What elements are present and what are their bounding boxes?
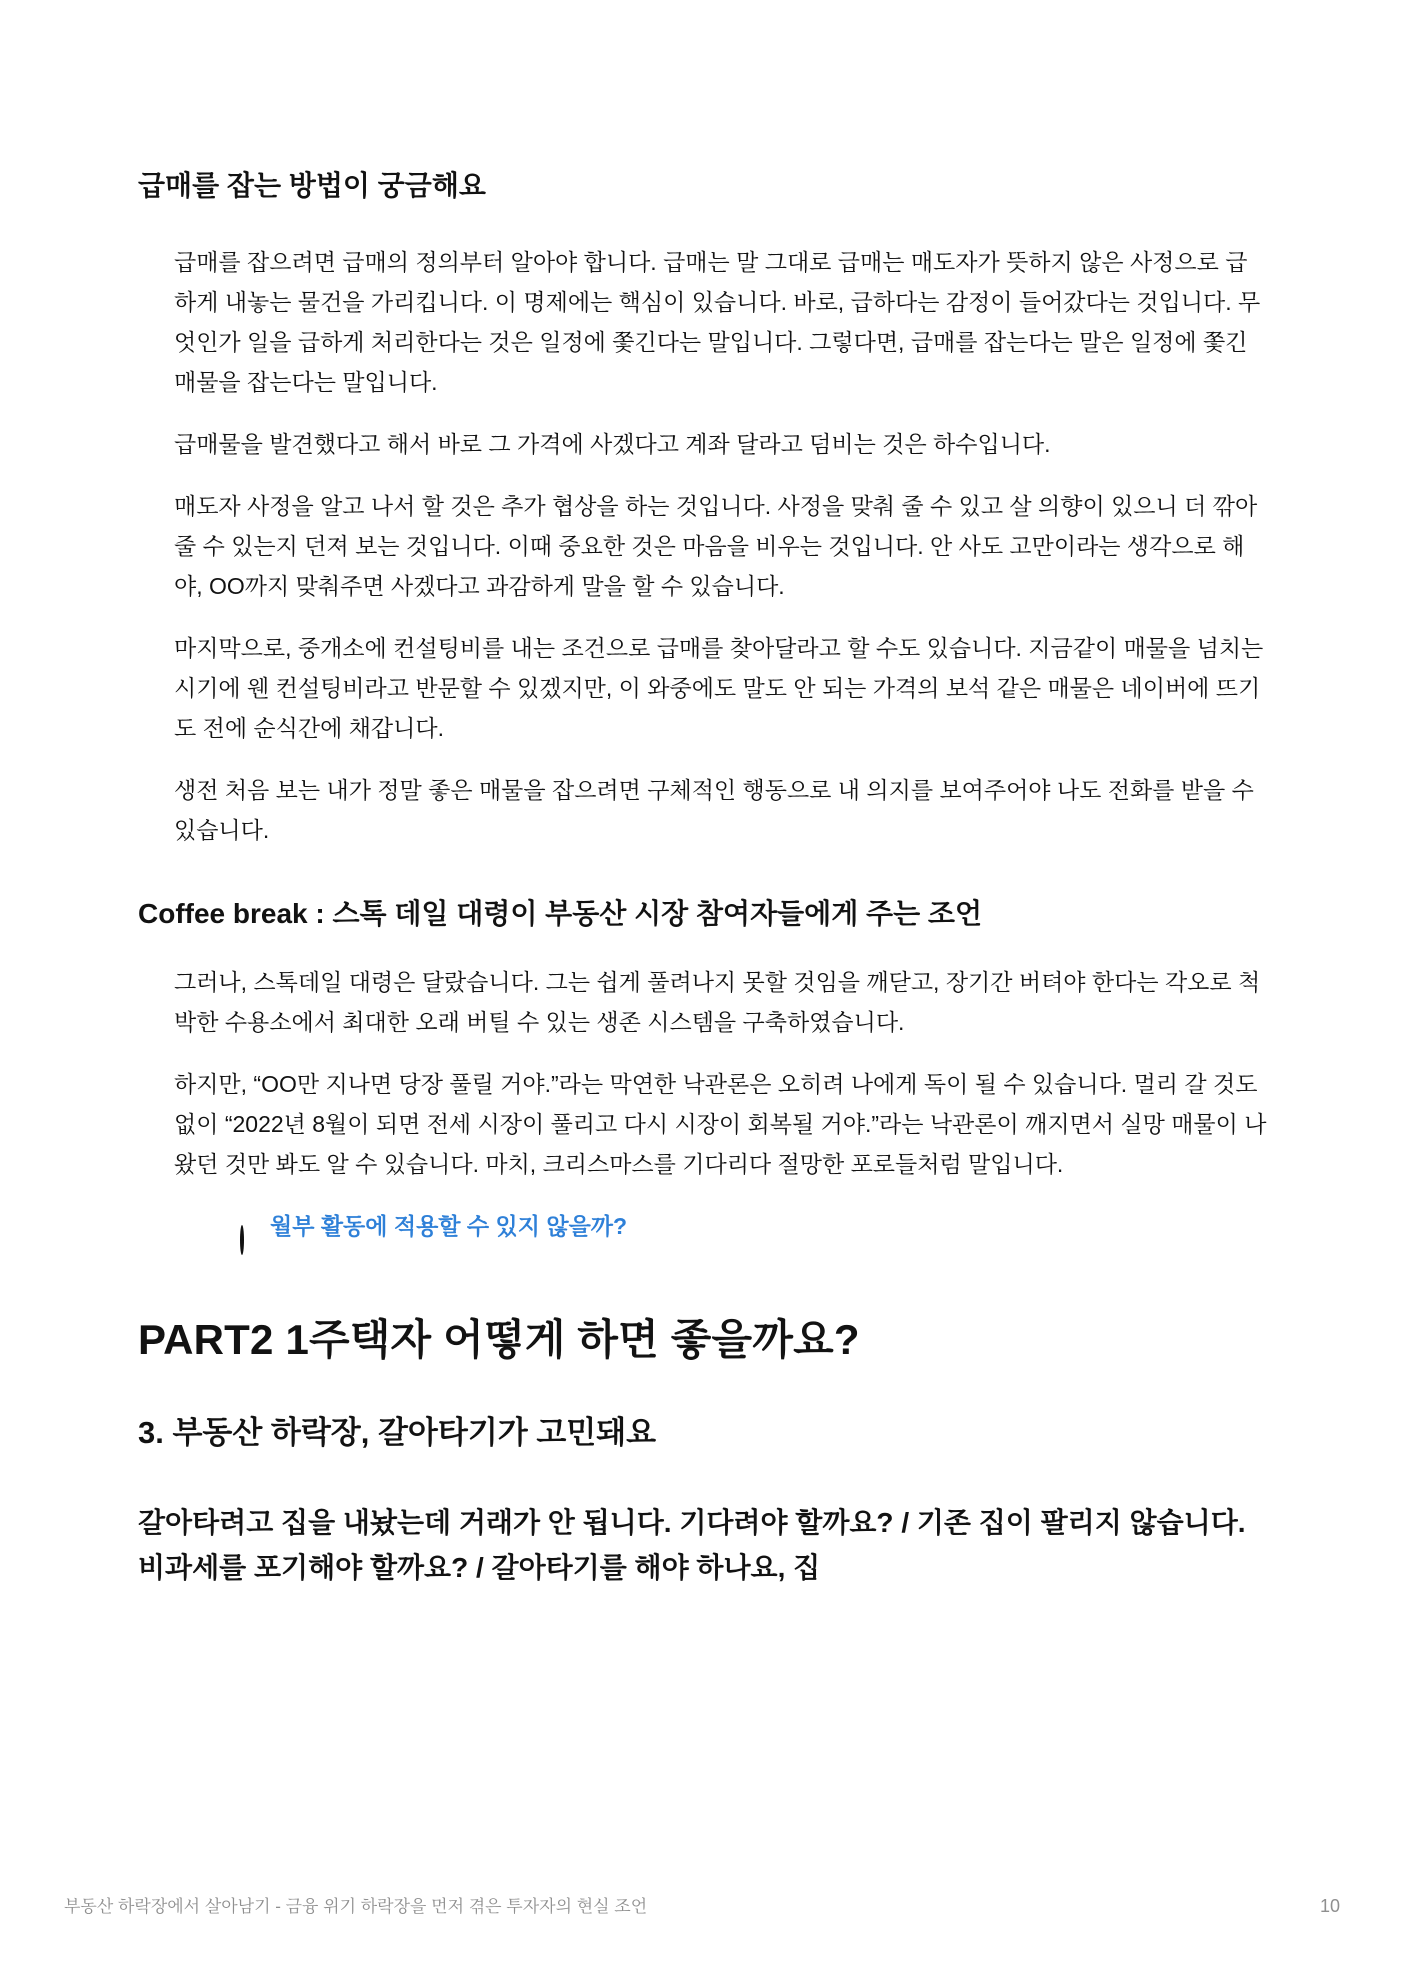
list-item	[138, 770, 1268, 850]
section-heading-urgent-sale: 급매를 잡는 방법이 궁금해요	[138, 170, 486, 201]
bullet-icon	[138, 486, 174, 502]
list-item	[138, 486, 1268, 606]
lead-question-text: 갈아타려고 집을 내놨는데 거래가 안 됩니다. 기다려야 할까요? / 기존 집이 팔리지 않습니다. 비과세를 포기해야 할까요? / 갈아타기를 해야 하나요, 집	[138, 1507, 1246, 1583]
bullet-text: 하지만, “OO만 지나면 당장 풀릴 거야.”라는 막연한 낙관론은 오히려 나에게 독이 될 수 있습니다. 멀리 갈 것도 없이 “2022년 8월이 되면 전세 시장이 풀리고 다시 시장이 회복될 거야.”라는 낙관론이 깨지면서 실망 매물이 나왔던 것만 봐도 알 수 있습니다. 마치, 크리스마스를 기다리다 절망한 포로들처럼 말입니다.	[174, 1071, 1267, 1177]
part2-title: PART2 1주택자 어떻게 하면 좋을까요?	[138, 1316, 860, 1363]
list-item	[138, 628, 1268, 748]
bullet-list-urgent-sale	[138, 242, 1268, 850]
bullet-text: 그러나, 스톡데일 대령은 달랐습니다. 그는 쉽게 풀려나지 못할 것임을 깨닫고, 장기간 버텨야 한다는 각오로 척박한 수용소에서 최대한 오래 버틸 수 있는 생존 시스템을 구축하였습니다.	[174, 969, 1261, 1035]
bullet-text: 생전 처음 보는 내가 정말 좋은 매물을 잡으려면 구체적인 행동으로 내 의지를 보여주어야 나도 전화를 받을 수 있습니다.	[174, 777, 1254, 843]
bullet-text: 급매물을 발견했다고 해서 바로 그 가격에 사겠다고 계좌 달라고 덤비는 것은 하수입니다.	[174, 431, 1051, 457]
chapter-title: 3. 부동산 하락장, 갈아타기가 고민돼요	[138, 1415, 657, 1450]
footer-title-text: 부동산 하락장에서 살아남기 - 금융 위기 하락장을 먼저 겪은 투자자의 현실 조언	[64, 1897, 648, 1916]
list-item	[138, 242, 1268, 402]
bullet-icon	[138, 424, 174, 440]
bullet-icon	[138, 628, 174, 644]
bullet-icon	[138, 1064, 174, 1080]
page-number: 10	[1319, 1896, 1340, 1916]
page-content	[0, 168, 1404, 1590]
bullet-icon	[138, 770, 174, 786]
list-item	[138, 962, 1268, 1042]
bullet-icon	[138, 962, 174, 978]
sub-bullet-highlight-text: 월부 활동에 적용할 수 있지 않을까?	[270, 1213, 628, 1239]
list-item	[138, 1064, 1268, 1184]
circle-bullet-icon	[240, 1206, 270, 1260]
section-heading-coffee-break: Coffee break : 스톡 데일 대령이 부동산 시장 참여자들에게 주는 조언	[138, 898, 983, 929]
sub-list-item	[240, 1206, 1268, 1260]
bullet-text: 마지막으로, 중개소에 컨설팅비를 내는 조건으로 급매를 찾아달라고 할 수도 있습니다. 지금같이 매물을 넘치는 시기에 웬 컨설팅비라고 반문할 수 있겠지만, 이 와중에도 말도 안 되는 가격의 보석 같은 매물은 네이버에 뜨기도 전에 순식간에 채갑니다.	[174, 635, 1264, 741]
bullet-text: 매도자 사정을 알고 나서 할 것은 추가 협상을 하는 것입니다. 사정을 맞춰 줄 수 있고 살 의향이 있으니 더 깎아줄 수 있는지 던져 보는 것입니다. 이때 중요한 것은 마음을 비우는 것입니다. 안 사도 고만이라는 생각으로 해야, OO까지 맞춰주면 사겠다고 과감하게 말을 할 수 있습니다.	[174, 493, 1258, 599]
bullet-list-coffee-break	[138, 962, 1268, 1260]
list-item	[138, 424, 1268, 464]
page-footer	[64, 1892, 1340, 1917]
bullet-icon	[138, 242, 174, 258]
bullet-text: 급매를 잡으려면 급매의 정의부터 알아야 합니다. 급매는 말 그대로 급매는 매도자가 뜻하지 않은 사정으로 급하게 내놓는 물건을 가리킵니다. 이 명제에는 핵심이 있습니다. 바로, 급하다는 감정이 들어갔다는 것입니다. 무엇인가 일을 급하게 처리한다는 것은 일정에 쫓긴다는 말입니다. 그렇다면, 급매를 잡는다는 말은 일정에 쫓긴 매물을 잡는다는 말입니다.	[174, 249, 1261, 395]
